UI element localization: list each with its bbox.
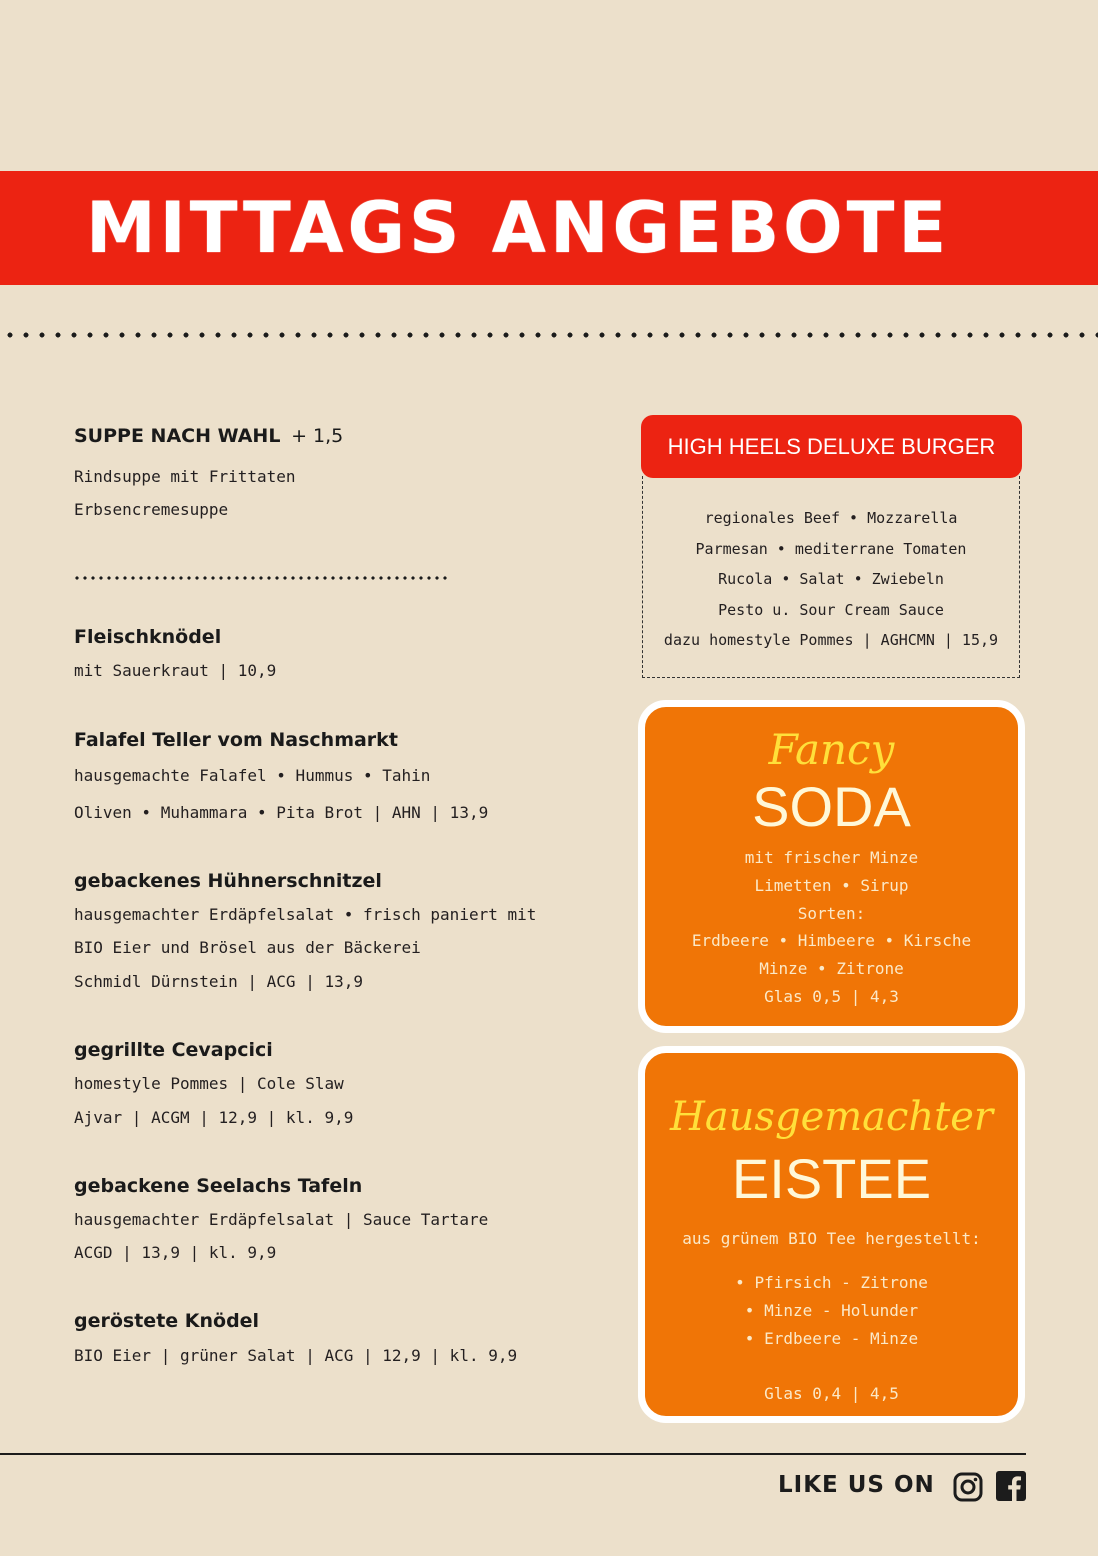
burger-title: HIGH HEELS DELUXE BURGER xyxy=(641,415,1022,478)
eistee-intro: aus grünem BIO Tee hergestellt: xyxy=(682,1229,981,1248)
dotted-divider-top xyxy=(2,332,1098,338)
dish-title: Fleischknödel xyxy=(74,626,222,648)
dish-line: BIO Eier und Brösel aus der Bäckerei xyxy=(74,938,421,957)
dotted-divider-soup xyxy=(73,575,451,581)
facebook-icon[interactable] xyxy=(996,1471,1026,1501)
page-title: MITTAGS ANGEBOTE xyxy=(86,187,951,269)
dish-title: gebackenes Hühnerschnitzel xyxy=(74,870,382,892)
eistee-flavor: • Minze - Holunder xyxy=(744,1301,919,1320)
eistee-script-title: Hausgemachter xyxy=(669,1094,994,1140)
soup-item: Erbsencremesuppe xyxy=(74,500,229,519)
burger-line: Rucola • Salat • Zwiebeln xyxy=(718,570,944,588)
like-us-label: LIKE US ON xyxy=(778,1472,935,1498)
dish-line: BIO Eier | grüner Salat | ACG | 12,9 | kl. 9,9 xyxy=(74,1346,518,1365)
soup-price: + 1,5 xyxy=(291,425,344,447)
eistee-title: EISTEE xyxy=(731,1147,932,1210)
dish-line: mit Sauerkraut | 10,9 xyxy=(74,661,277,680)
eistee-card xyxy=(638,1046,1025,1423)
soup-title: SUPPE NACH WAHL xyxy=(74,425,281,447)
burger-line: regionales Beef • Mozzarella xyxy=(704,509,958,527)
soup-heading xyxy=(74,425,343,447)
dish-title: Falafel Teller vom Naschmarkt xyxy=(74,729,398,751)
dish-line: hausgemachter Erdäpfelsalat | Sauce Tartare xyxy=(74,1210,489,1229)
soda-line: Limetten • Sirup xyxy=(754,876,909,895)
soda-line: Erdbeere • Himbeere • Kirsche xyxy=(691,931,972,950)
soda-title: SODA xyxy=(752,775,911,838)
instagram-icon[interactable] xyxy=(953,1472,983,1502)
eistee-flavor: • Pfirsich - Zitrone xyxy=(735,1273,928,1292)
dish-title: geröstete Knödel xyxy=(74,1310,260,1332)
eistee-price: Glas 0,4 | 4,5 xyxy=(764,1384,899,1403)
soda-card xyxy=(638,700,1025,1033)
dish-line: Oliven • Muhammara • Pita Brot | AHN | 13,9 xyxy=(74,803,489,822)
dish-line: homestyle Pommes | Cole Slaw xyxy=(74,1074,344,1093)
dish-line: hausgemachte Falafel • Hummus • Tahin xyxy=(74,766,431,785)
footer-divider xyxy=(0,1453,1026,1455)
dish-title: gegrillte Cevapcici xyxy=(74,1039,273,1061)
soda-price: Glas 0,5 | 4,3 xyxy=(764,987,899,1006)
soda-line: Minze • Zitrone xyxy=(759,959,904,978)
soda-line: Sorten: xyxy=(797,904,866,923)
soup-item: Rindsuppe mit Frittaten xyxy=(74,467,296,486)
dish-line: Ajvar | ACGM | 12,9 | kl. 9,9 xyxy=(74,1108,354,1127)
soda-line: mit frischer Minze xyxy=(744,848,919,867)
burger-line: Pesto u. Sour Cream Sauce xyxy=(718,601,944,619)
burger-line: dazu homestyle Pommes | AGHCMN | 15,9 xyxy=(663,631,999,649)
dish-title: gebackene Seelachs Tafeln xyxy=(74,1175,363,1197)
dish-line: ACGD | 13,9 | kl. 9,9 xyxy=(74,1243,277,1262)
dish-line: hausgemachter Erdäpfelsalat • frisch paniert mit xyxy=(74,905,537,924)
dish-line: Schmidl Dürnstein | ACG | 13,9 xyxy=(74,972,363,991)
soda-script-title: Fancy xyxy=(768,725,895,774)
header-banner xyxy=(0,171,1098,285)
eistee-flavor: • Erdbeere - Minze xyxy=(744,1329,919,1348)
burger-line: Parmesan • mediterrane Tomaten xyxy=(695,540,967,558)
